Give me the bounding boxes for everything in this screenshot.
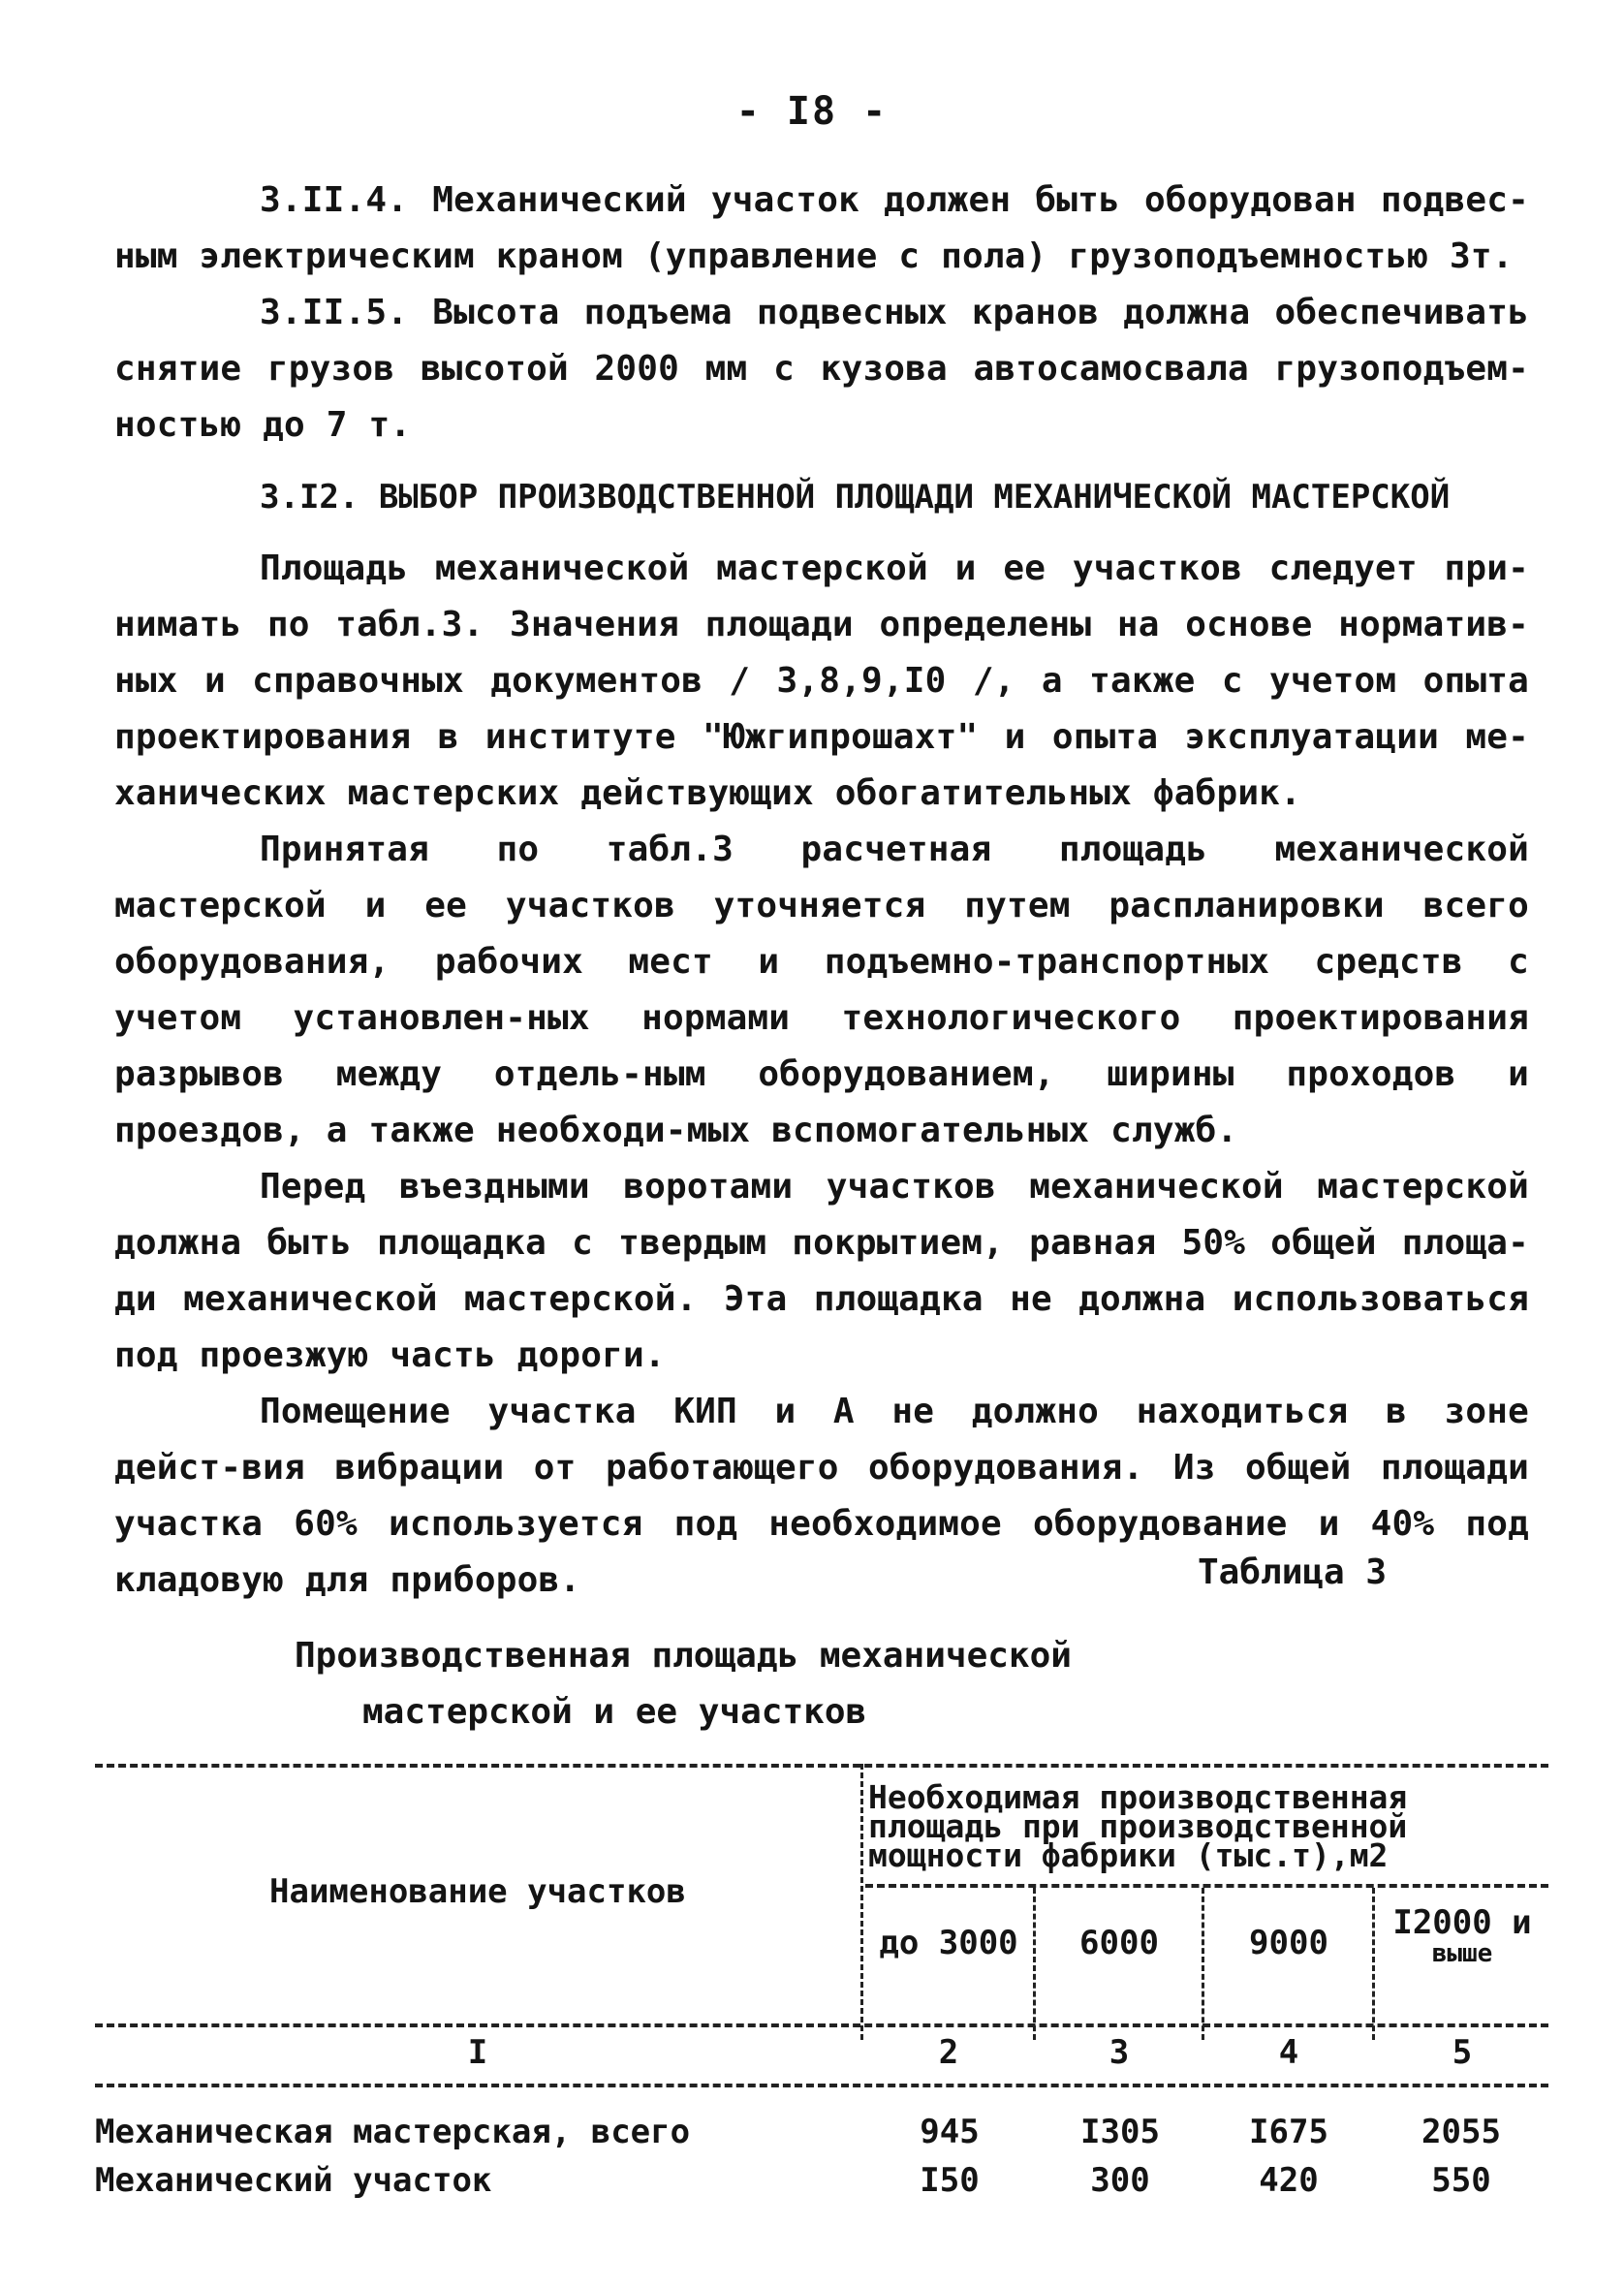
col-number-5: 5 [1452,2033,1473,2072]
page-number: - I8 - [735,89,889,134]
numbers-bottom-border [95,2084,1548,2087]
group-header-border [865,1884,1548,1888]
table-col-separator [860,1764,863,2040]
data-table [95,1764,1548,2210]
table-cell: 300 [1090,2161,1150,2200]
section-heading-3-12: 3.I2. ВЫБОР ПРОИЗВОДСТВЕННОЙ ПЛОЩАДИ МЕХАНИЧЕСКОЙ МАСТЕРСКОЙ [260,478,1451,517]
sub-col-sep-1 [1033,1888,1036,2040]
col-number-2: 2 [938,2033,959,2072]
table-title-line1: Производственная площадь механической [295,1636,1072,1676]
table-cell: I305 [1080,2113,1160,2151]
table-cell: 550 [1431,2161,1491,2200]
table-row-name: Механический участок [95,2161,492,2200]
paragraph-area-basis: Площадь механической мастерской и ее участков следует при-нимать по табл.3. Значения площади определены на основе норматив-ных и справочных документов / 3,8,9,I0 /, а также с учетом опыта проектирования в институте "Южгипрошахт" и опыта эксплуатации ме-ханических мастерских действующих обогатительных фабрик. [114,549,1529,813]
group-header-line2: площадь при производственной [868,1807,1408,1845]
col-head-9000: 9000 [1249,1924,1328,1962]
table-title [295,1628,1072,1740]
table-top-border [95,1764,1548,1768]
table-label: Таблица 3 [1198,1552,1388,1592]
col-head-3000: до 3000 [879,1924,1018,1962]
group-header-line1: Необходимая производственная [868,1778,1408,1816]
col-head-6000: 6000 [1079,1924,1159,1962]
col-number-1: I [467,2033,488,2072]
sub-col-sep-3 [1372,1888,1375,2040]
table-row-name: Механическая мастерская, всего [95,2113,691,2151]
sub-col-sep-2 [1202,1888,1204,2040]
col-head-12000 [1376,1903,1548,1969]
table-cell: 2055 [1421,2113,1501,2151]
col-head-12000-line2: выше [1431,1939,1493,1968]
table-cell: 945 [920,2113,980,2151]
table-cell: 420 [1259,2161,1319,2200]
paragraph-entrance-platform: Перед въездными воротами участков механической мастерской должна быть площадка с твердым покрытием, равная 50% общей площа-ди механической мастерской. Эта площадка не должна использоваться под проезжую часть дороги. [114,1167,1529,1375]
table-title-line2: мастерской и ее участков [362,1692,867,1732]
group-header-line3: мощности фабрики (тыс.т),м2 [868,1836,1389,1874]
col-number-4: 4 [1278,2033,1299,2072]
paragraph-3-11-4: 3.II.4. Механический участок должен быть оборудован подвес-ным электрическим краном (управление с пола) грузоподъемностью 3т. [114,180,1529,276]
group-header [868,1778,1546,1874]
body-text [114,172,1529,1609]
table-cell: I675 [1249,2113,1328,2151]
col-name-header: Наименование участков [269,1872,686,1911]
paragraph-3-11-5: 3.II.5. Высота подъема подвесных кранов должна обеспечивать снятие грузов высотой 2000 мм с кузова автосамосвала грузоподъем-ностью до 7 т. [114,293,1529,445]
paragraph-area-refinement: Принятая по табл.3 расчетная площадь механической мастерской и ее участков уточняется путем распланировки всего оборудования, рабочих мест и подъемно-транспортных средств с учетом установлен-ных нормами технологического проектирования разрывов между отдель-ным оборудованием, ширины проходов и проездов, а также необходи-мых вспомогательных служб. [114,830,1529,1150]
header-bottom-border [95,2023,1548,2027]
table-cell: I50 [920,2161,980,2200]
col-number-3: 3 [1109,2033,1130,2072]
paragraph-kip-room: Помещение участка КИП и А не должно находиться в зоне дейст-вия вибрации от работающего оборудования. Из общей площади участка 60% используется под необходимое оборудование и 40% под кладовую для приборов. [114,1392,1529,1600]
col-head-12000-line1: I2000 и [1392,1903,1532,1942]
